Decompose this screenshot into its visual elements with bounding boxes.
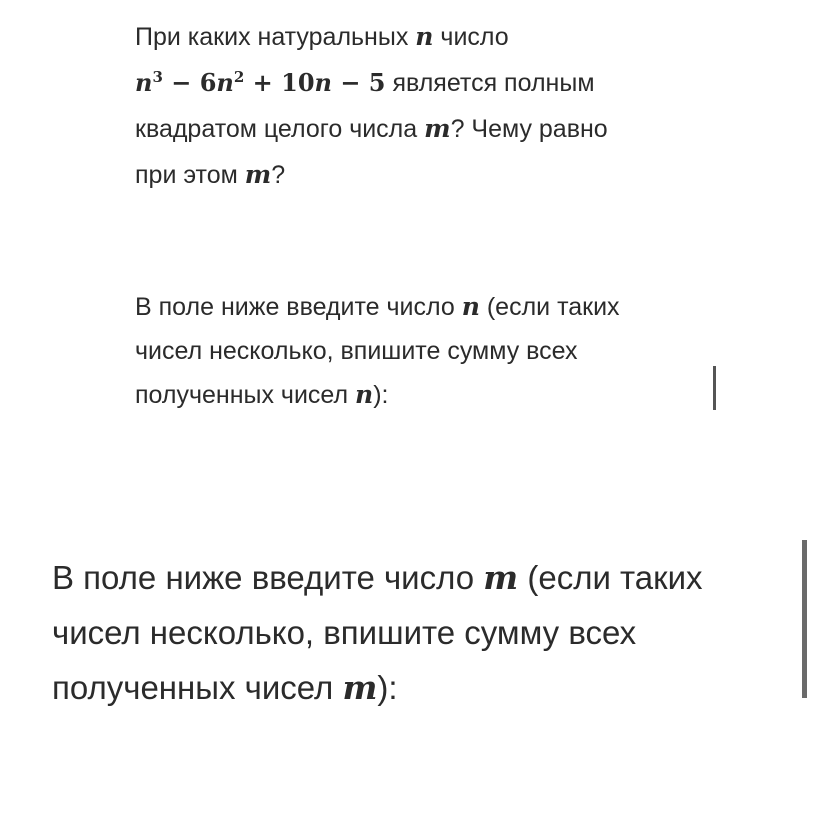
variable-n: n (355, 380, 374, 409)
problem-statement (135, 14, 695, 198)
prompt-m-line-1: В поле ниже введите число m (если таких (52, 558, 703, 597)
variable-n: n (415, 22, 434, 51)
answer-input-m-cursor[interactable] (802, 540, 807, 698)
problem-line-4: при этом m? (135, 160, 286, 189)
polynomial-expression: $n^3 - 6n^2 + 10n - 5$ (135, 68, 386, 97)
problem-line-3: квадратом целого числа m? Чему равно (135, 114, 608, 143)
prompt-n-line-3: полученных чисел n): (135, 380, 389, 409)
prompt-n-line-2: чисел несколько, впишите сумму всех (135, 337, 578, 365)
answer-prompt-n (135, 285, 735, 417)
variable-n: n (461, 292, 480, 321)
problem-line-1: При каких натуральных n число (135, 22, 509, 51)
variable-m: m (424, 114, 451, 143)
prompt-n-line-1: В поле ниже введите число n (если таких (135, 292, 620, 321)
problem-line-2: $n^3 - 6n^2 + 10n - 5$ является полным (135, 68, 595, 97)
variable-m: m (483, 558, 519, 597)
prompt-m-line-3: полученных чисел m): (52, 668, 398, 707)
variable-m: m (342, 668, 378, 707)
answer-prompt-m (52, 550, 792, 715)
prompt-m-line-2: чисел несколько, впишите сумму всех (52, 614, 637, 651)
answer-input-n-cursor[interactable] (713, 366, 716, 410)
variable-m: m (244, 160, 272, 189)
